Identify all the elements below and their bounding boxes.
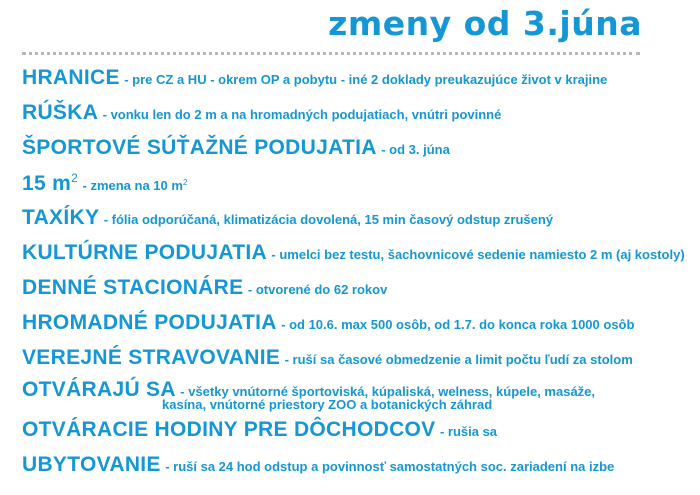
item-text: - všetky vnútorné športoviská, kúpaliská, welness, kúpele, masáže, bbox=[180, 384, 596, 399]
item-text-main: - zmena na 10 m bbox=[82, 178, 183, 193]
item-heading: VEREJNÉ STRAVOVANIE bbox=[22, 346, 281, 369]
item-heading bbox=[22, 172, 78, 195]
item-heading: DENNÉ STACIONÁRE bbox=[22, 276, 244, 299]
item-heading: HRANICE bbox=[22, 66, 120, 89]
item-heading-text: 15 m bbox=[22, 172, 72, 195]
item-heading: UBYTOVANIE bbox=[22, 453, 161, 476]
list-item-denne-stacionare bbox=[22, 276, 387, 300]
item-text: - umelci bez testu, šachovnicové sedenie namiesto 2 m (aj kostoly) bbox=[271, 247, 685, 262]
list-item-hromadne-podujatia bbox=[22, 311, 634, 335]
list-item-kulturne-podujatia bbox=[22, 241, 685, 265]
item-text: - od 10.6. max 500 osôb, od 1.7. do konca roka 1000 osôb bbox=[281, 317, 635, 332]
item-text bbox=[83, 178, 188, 193]
item-heading: OTVÁRAJÚ SA bbox=[22, 378, 176, 401]
list-item-hranice bbox=[22, 66, 607, 90]
list-item-15m2 bbox=[22, 171, 187, 196]
item-heading: TAXÍKY bbox=[22, 206, 100, 229]
item-heading: OTVÁRACIE HODINY PRE DÔCHODCOV bbox=[22, 418, 436, 441]
list-item-ubytovanie bbox=[22, 453, 614, 477]
list-item-otvaracie-hodiny bbox=[22, 418, 497, 442]
item-text: - otvorené do 62 rokov bbox=[247, 282, 388, 297]
list-item-verejne-stravovanie bbox=[22, 346, 633, 370]
item-heading: KULTÚRNE PODUJATIA bbox=[22, 241, 267, 264]
item-heading: RÚŠKA bbox=[22, 101, 99, 124]
heading-superscript: 2 bbox=[71, 171, 79, 185]
dotted-divider bbox=[22, 52, 640, 55]
list-item-taxiky bbox=[22, 206, 553, 230]
text-superscript: 2 bbox=[182, 178, 188, 187]
item-text: - od 3. júna bbox=[381, 142, 450, 157]
item-text: - fólia odporúčaná, klimatizácia dovolená, 15 min časový odstup zrušený bbox=[103, 212, 554, 227]
item-text: - vonku len do 2 m a na hromadných podujatiach, vnútri povinné bbox=[102, 107, 502, 122]
item-text: - ruší sa 24 hod odstup a povinnosť samostatných soc. zariadení na izbe bbox=[165, 459, 615, 474]
list-item-sportove-podujatia bbox=[22, 136, 450, 160]
item-text-line2: kasína, vnútorné priestory ZOO a botanických záhrad bbox=[162, 397, 493, 412]
page-title: zmeny od 3.júna bbox=[328, 4, 642, 43]
item-heading: HROMADNÉ PODUJATIA bbox=[22, 311, 277, 334]
item-heading: ŠPORTOVÉ SÚŤAŽNÉ PODUJATIA bbox=[22, 136, 377, 159]
item-text: - pre CZ a HU - okrem OP a pobytu - iné 2 doklady preukazujúce život v krajine bbox=[124, 72, 608, 87]
list-item-ruska bbox=[22, 101, 501, 125]
item-text: - rušia sa bbox=[439, 424, 498, 439]
item-text: - ruší sa časové obmedzenie a limit počtu ľudí za stolom bbox=[284, 352, 633, 367]
